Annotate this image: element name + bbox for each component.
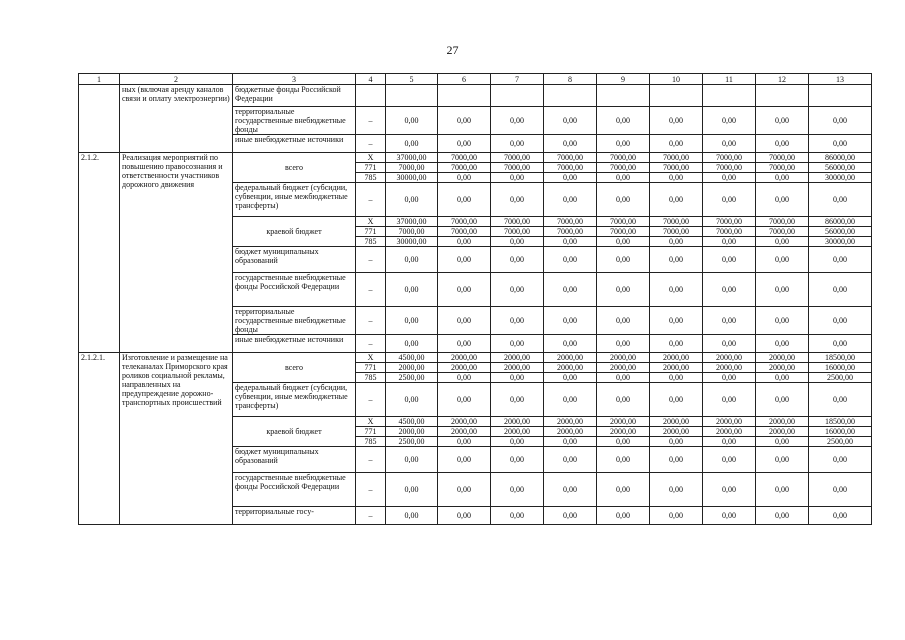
code-cell: 771 <box>356 163 386 173</box>
value-cell: 0,00 <box>491 135 544 153</box>
value-cell: 0,00 <box>438 107 491 135</box>
value-cell: 0,00 <box>597 447 650 473</box>
header-cell: 9 <box>597 74 650 85</box>
value-cell: 0,00 <box>703 307 756 335</box>
header-cell: 3 <box>233 74 356 85</box>
value-cell: 7000,00 <box>650 163 703 173</box>
value-cell: 0,00 <box>438 373 491 383</box>
value-cell: 0,00 <box>491 173 544 183</box>
value-cell: 0,00 <box>597 237 650 247</box>
value-cell: 0,00 <box>386 135 438 153</box>
value-cell: 0,00 <box>544 473 597 507</box>
source-name: бюджет муниципальных образований <box>233 247 356 273</box>
value-cell: 2000,00 <box>544 353 597 363</box>
value-cell: 0,00 <box>544 237 597 247</box>
value-cell: 0,00 <box>386 447 438 473</box>
table-row <box>79 85 872 107</box>
value-cell: 0,00 <box>438 173 491 183</box>
value-cell: 0,00 <box>650 335 703 353</box>
value-cell: 2000,00 <box>386 363 438 373</box>
value-cell: 0,00 <box>386 247 438 273</box>
value-cell: 0,00 <box>491 107 544 135</box>
value-cell: 2000,00 <box>438 353 491 363</box>
value-cell: 18500,00 <box>809 417 872 427</box>
value-cell: 0,00 <box>438 447 491 473</box>
value-cell: 0,00 <box>597 183 650 217</box>
value-cell: 0,00 <box>386 473 438 507</box>
value-cell: 30000,00 <box>809 237 872 247</box>
value-cell: 0,00 <box>650 135 703 153</box>
value-cell: 7000,00 <box>386 163 438 173</box>
value-cell: 0,00 <box>438 335 491 353</box>
value-cell: 0,00 <box>756 183 809 217</box>
value-cell: 0,00 <box>597 507 650 525</box>
header-cell: 12 <box>756 74 809 85</box>
value-cell: 0,00 <box>438 247 491 273</box>
value-cell: 2000,00 <box>756 353 809 363</box>
value-cell: 7000,00 <box>544 153 597 163</box>
value-cell: 56000,00 <box>809 227 872 237</box>
source-name: государственные внебюджетные фонды Российской Федерации <box>233 473 356 507</box>
value-cell: 2000,00 <box>544 417 597 427</box>
value-cell: 7000,00 <box>597 217 650 227</box>
code-cell: – <box>356 183 386 217</box>
source-name: всего <box>233 153 356 183</box>
value-cell: 7000,00 <box>544 163 597 173</box>
value-cell: 0,00 <box>809 383 872 417</box>
value-cell: 0,00 <box>703 135 756 153</box>
value-cell: 0,00 <box>597 173 650 183</box>
value-cell <box>650 85 703 107</box>
source-name: краевой бюджет <box>233 217 356 247</box>
value-cell: 0,00 <box>544 107 597 135</box>
value-cell: 7000,00 <box>491 153 544 163</box>
value-cell: 2000,00 <box>703 363 756 373</box>
code-cell <box>356 85 386 107</box>
value-cell: 0,00 <box>650 247 703 273</box>
code-cell: – <box>356 447 386 473</box>
code-cell: – <box>356 473 386 507</box>
value-cell: 86000,00 <box>809 153 872 163</box>
value-cell: 0,00 <box>544 247 597 273</box>
value-cell: 2000,00 <box>703 417 756 427</box>
value-cell: 0,00 <box>438 135 491 153</box>
value-cell: 0,00 <box>703 473 756 507</box>
source-name: территориальные государственные внебюджетные фонды <box>233 107 356 135</box>
value-cell: 0,00 <box>544 307 597 335</box>
source-name: бюджет муниципальных образований <box>233 447 356 473</box>
code-cell: X <box>356 153 386 163</box>
source-name: всего <box>233 353 356 383</box>
value-cell: 0,00 <box>438 273 491 307</box>
header-cell: 13 <box>809 74 872 85</box>
value-cell: 0,00 <box>491 383 544 417</box>
source-name: территориальные госу- <box>233 507 356 525</box>
value-cell: 0,00 <box>650 507 703 525</box>
value-cell: 2000,00 <box>544 363 597 373</box>
value-cell: 7000,00 <box>756 227 809 237</box>
value-cell: 0,00 <box>703 247 756 273</box>
value-cell: 2000,00 <box>438 427 491 437</box>
value-cell: 0,00 <box>438 383 491 417</box>
value-cell: 2000,00 <box>597 417 650 427</box>
value-cell: 2500,00 <box>386 373 438 383</box>
value-cell: 0,00 <box>386 383 438 417</box>
value-cell: 7000,00 <box>438 227 491 237</box>
value-cell: 7000,00 <box>650 153 703 163</box>
value-cell: 2000,00 <box>491 363 544 373</box>
value-cell: 0,00 <box>703 437 756 447</box>
code-cell: – <box>356 273 386 307</box>
value-cell: 0,00 <box>491 335 544 353</box>
source-name: федеральный бюджет (субсидии, субвенции, иные межбюджетные трансферты) <box>233 183 356 217</box>
header-cell: 11 <box>703 74 756 85</box>
value-cell: 2000,00 <box>650 427 703 437</box>
code-cell: 785 <box>356 237 386 247</box>
value-cell: 0,00 <box>597 135 650 153</box>
value-cell: 7000,00 <box>491 217 544 227</box>
value-cell <box>438 85 491 107</box>
value-cell: 0,00 <box>650 447 703 473</box>
value-cell: 7000,00 <box>756 163 809 173</box>
header-cell: 8 <box>544 74 597 85</box>
value-cell <box>597 85 650 107</box>
value-cell: 0,00 <box>544 135 597 153</box>
value-cell: 37000,00 <box>386 217 438 227</box>
value-cell: 0,00 <box>544 447 597 473</box>
source-name: иные внебюджетные источники <box>233 335 356 353</box>
value-cell: 0,00 <box>809 107 872 135</box>
value-cell: 0,00 <box>703 335 756 353</box>
header-cell: 6 <box>438 74 491 85</box>
code-cell: – <box>356 335 386 353</box>
value-cell: 0,00 <box>386 335 438 353</box>
value-cell: 0,00 <box>491 307 544 335</box>
value-cell: 0,00 <box>386 107 438 135</box>
row-id <box>79 85 120 153</box>
value-cell: 0,00 <box>809 273 872 307</box>
value-cell: 86000,00 <box>809 217 872 227</box>
code-cell: 785 <box>356 373 386 383</box>
value-cell: 0,00 <box>491 447 544 473</box>
value-cell: 7000,00 <box>544 227 597 237</box>
value-cell: 0,00 <box>438 437 491 447</box>
code-cell: – <box>356 307 386 335</box>
value-cell: 7000,00 <box>491 227 544 237</box>
value-cell: 7000,00 <box>650 217 703 227</box>
header-cell: 2 <box>120 74 233 85</box>
value-cell: 0,00 <box>756 335 809 353</box>
value-cell: 0,00 <box>756 383 809 417</box>
value-cell: 0,00 <box>650 307 703 335</box>
source-name: иные внебюджетные источники <box>233 135 356 153</box>
value-cell: 56000,00 <box>809 163 872 173</box>
value-cell: 7000,00 <box>597 163 650 173</box>
value-cell: 0,00 <box>756 273 809 307</box>
value-cell: 16000,00 <box>809 427 872 437</box>
value-cell: 0,00 <box>491 247 544 273</box>
value-cell: 0,00 <box>650 373 703 383</box>
value-cell: 0,00 <box>650 473 703 507</box>
value-cell: 0,00 <box>756 307 809 335</box>
value-cell: 7000,00 <box>544 217 597 227</box>
value-cell: 0,00 <box>703 383 756 417</box>
value-cell: 0,00 <box>703 273 756 307</box>
code-cell: 771 <box>356 427 386 437</box>
value-cell: 2000,00 <box>756 363 809 373</box>
source-name: государственные внебюджетные фонды Российской Федерации <box>233 273 356 307</box>
value-cell: 2000,00 <box>491 417 544 427</box>
value-cell: 0,00 <box>809 447 872 473</box>
value-cell: 0,00 <box>386 273 438 307</box>
value-cell: 2000,00 <box>438 363 491 373</box>
source-name: федеральный бюджет (субсидии, субвенции, иные межбюджетные трансферты) <box>233 383 356 417</box>
value-cell: 0,00 <box>597 383 650 417</box>
value-cell: 0,00 <box>544 335 597 353</box>
header-cell: 5 <box>386 74 438 85</box>
row-id: 2.1.2. <box>79 153 120 353</box>
header-cell: 7 <box>491 74 544 85</box>
value-cell <box>386 85 438 107</box>
value-cell: 0,00 <box>703 107 756 135</box>
value-cell: 2500,00 <box>809 373 872 383</box>
row-id: 2.1.2.1. <box>79 353 120 525</box>
header-cell: 4 <box>356 74 386 85</box>
value-cell: 0,00 <box>491 507 544 525</box>
value-cell: 0,00 <box>809 507 872 525</box>
value-cell: 0,00 <box>544 183 597 217</box>
table-row <box>79 153 872 163</box>
value-cell: 2000,00 <box>597 427 650 437</box>
value-cell: 7000,00 <box>438 153 491 163</box>
value-cell: 0,00 <box>544 273 597 307</box>
value-cell: 0,00 <box>438 473 491 507</box>
value-cell: 0,00 <box>756 237 809 247</box>
value-cell: 0,00 <box>544 373 597 383</box>
row-name: ных (включая аренду каналов связи и оплату электроэнергии) <box>120 85 233 153</box>
value-cell: 0,00 <box>756 173 809 183</box>
value-cell: 0,00 <box>650 237 703 247</box>
value-cell <box>491 85 544 107</box>
value-cell: 0,00 <box>597 273 650 307</box>
value-cell: 37000,00 <box>386 153 438 163</box>
value-cell: 0,00 <box>756 107 809 135</box>
value-cell: 0,00 <box>597 107 650 135</box>
value-cell: 7000,00 <box>703 153 756 163</box>
value-cell: 0,00 <box>756 135 809 153</box>
value-cell: 0,00 <box>597 335 650 353</box>
value-cell: 0,00 <box>650 383 703 417</box>
value-cell: 2000,00 <box>650 417 703 427</box>
value-cell: 16000,00 <box>809 363 872 373</box>
value-cell: 0,00 <box>703 183 756 217</box>
row-name: Реализация мероприятий по повышению правосознания и ответственности участников дорожного движения <box>120 153 233 353</box>
value-cell: 0,00 <box>491 437 544 447</box>
value-cell: 30000,00 <box>809 173 872 183</box>
table-row <box>79 353 872 363</box>
value-cell: 0,00 <box>491 473 544 507</box>
code-cell: – <box>356 247 386 273</box>
value-cell: 2500,00 <box>809 437 872 447</box>
value-cell <box>544 85 597 107</box>
value-cell <box>703 85 756 107</box>
value-cell: 2000,00 <box>491 427 544 437</box>
value-cell: 0,00 <box>703 237 756 247</box>
code-cell: – <box>356 135 386 153</box>
value-cell: 0,00 <box>438 507 491 525</box>
value-cell: 0,00 <box>809 135 872 153</box>
value-cell: 0,00 <box>650 107 703 135</box>
value-cell: 2500,00 <box>386 437 438 447</box>
value-cell: 0,00 <box>544 173 597 183</box>
value-cell: 0,00 <box>597 473 650 507</box>
value-cell: 2000,00 <box>756 417 809 427</box>
value-cell: 7000,00 <box>597 153 650 163</box>
value-cell: 30000,00 <box>386 237 438 247</box>
value-cell: 0,00 <box>756 507 809 525</box>
value-cell: 7000,00 <box>438 163 491 173</box>
value-cell: 0,00 <box>438 183 491 217</box>
value-cell: 2000,00 <box>703 427 756 437</box>
value-cell: 0,00 <box>650 273 703 307</box>
value-cell: 2000,00 <box>438 417 491 427</box>
code-cell: X <box>356 217 386 227</box>
value-cell: 0,00 <box>491 183 544 217</box>
value-cell: 0,00 <box>438 307 491 335</box>
value-cell: 7000,00 <box>386 227 438 237</box>
value-cell: 0,00 <box>650 437 703 447</box>
value-cell <box>809 85 872 107</box>
value-cell: 0,00 <box>650 183 703 217</box>
value-cell: 0,00 <box>650 173 703 183</box>
code-cell: 771 <box>356 363 386 373</box>
value-cell: 7000,00 <box>597 227 650 237</box>
source-name: краевой бюджет <box>233 417 356 447</box>
value-cell: 4500,00 <box>386 353 438 363</box>
value-cell: 2000,00 <box>650 363 703 373</box>
value-cell: 2000,00 <box>597 363 650 373</box>
value-cell: 0,00 <box>703 447 756 473</box>
value-cell: 0,00 <box>756 247 809 273</box>
value-cell: 0,00 <box>809 183 872 217</box>
value-cell: 0,00 <box>756 473 809 507</box>
value-cell: 0,00 <box>544 507 597 525</box>
value-cell: 4500,00 <box>386 417 438 427</box>
value-cell: 2000,00 <box>597 353 650 363</box>
header-row <box>79 74 872 85</box>
value-cell: 0,00 <box>809 307 872 335</box>
value-cell: 18500,00 <box>809 353 872 363</box>
value-cell: 0,00 <box>703 507 756 525</box>
code-cell: – <box>356 107 386 135</box>
value-cell: 0,00 <box>756 373 809 383</box>
value-cell: 0,00 <box>597 437 650 447</box>
value-cell: 0,00 <box>491 237 544 247</box>
budget-table <box>78 73 872 525</box>
value-cell: 0,00 <box>703 373 756 383</box>
value-cell: 0,00 <box>438 237 491 247</box>
value-cell: 0,00 <box>756 447 809 473</box>
code-cell: X <box>356 353 386 363</box>
code-cell: – <box>356 383 386 417</box>
value-cell: 0,00 <box>703 173 756 183</box>
source-name: бюджетные фонды Российской Федерации <box>233 85 356 107</box>
value-cell: 0,00 <box>544 383 597 417</box>
value-cell: 7000,00 <box>756 153 809 163</box>
value-cell: 0,00 <box>491 373 544 383</box>
value-cell: 0,00 <box>809 335 872 353</box>
value-cell: 2000,00 <box>756 427 809 437</box>
header-cell: 10 <box>650 74 703 85</box>
code-cell: – <box>356 507 386 525</box>
value-cell: 7000,00 <box>703 217 756 227</box>
value-cell: 30000,00 <box>386 173 438 183</box>
value-cell: 7000,00 <box>703 227 756 237</box>
code-cell: 785 <box>356 173 386 183</box>
value-cell: 7000,00 <box>650 227 703 237</box>
value-cell: 7000,00 <box>491 163 544 173</box>
value-cell: 2000,00 <box>386 427 438 437</box>
value-cell: 0,00 <box>809 247 872 273</box>
value-cell <box>756 85 809 107</box>
value-cell: 0,00 <box>544 437 597 447</box>
value-cell: 2000,00 <box>491 353 544 363</box>
code-cell: 771 <box>356 227 386 237</box>
value-cell: 0,00 <box>597 307 650 335</box>
source-name: территориальные государственные внебюджетные фонды <box>233 307 356 335</box>
value-cell: 0,00 <box>597 373 650 383</box>
value-cell: 0,00 <box>809 473 872 507</box>
value-cell: 2000,00 <box>544 427 597 437</box>
code-cell: 785 <box>356 437 386 447</box>
value-cell: 0,00 <box>386 183 438 217</box>
value-cell: 7000,00 <box>703 163 756 173</box>
value-cell: 0,00 <box>386 507 438 525</box>
value-cell: 2000,00 <box>650 353 703 363</box>
value-cell: 2000,00 <box>703 353 756 363</box>
value-cell: 0,00 <box>491 273 544 307</box>
page-number: 27 <box>446 43 459 57</box>
value-cell: 0,00 <box>386 307 438 335</box>
value-cell: 7000,00 <box>438 217 491 227</box>
row-name: Изготовление и размещение на телеканалах Приморского края роликов социальной рекламы, направленных на предупреждение дорожно-транспортных происшествий <box>120 353 233 525</box>
header-cell: 1 <box>79 74 120 85</box>
value-cell: 0,00 <box>597 247 650 273</box>
code-cell: X <box>356 417 386 427</box>
value-cell: 7000,00 <box>756 217 809 227</box>
value-cell: 0,00 <box>756 437 809 447</box>
